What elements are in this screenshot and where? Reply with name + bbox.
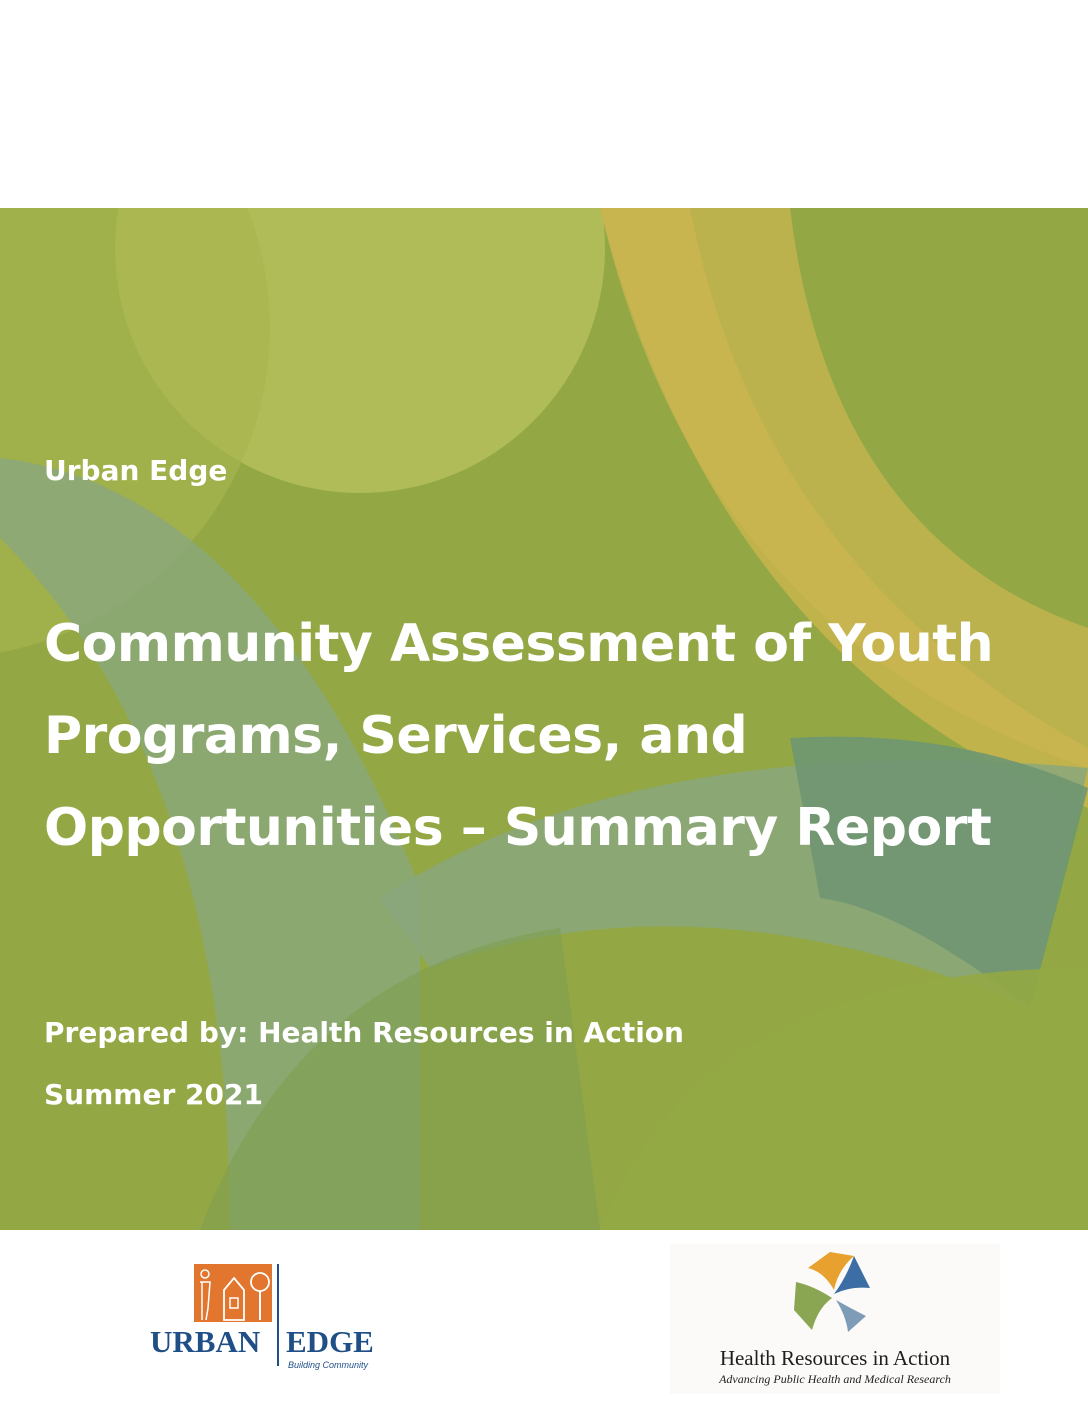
cover-band — [0, 208, 1088, 1230]
hria-star-icon — [788, 1250, 878, 1340]
urban-edge-word-edge: EDGE — [286, 1324, 374, 1359]
report-title — [44, 598, 1084, 874]
hria-logo — [670, 1244, 1000, 1394]
hria-tagline: Advancing Public Health and Medical Research — [719, 1372, 951, 1386]
urban-edge-people-house-tree-icon — [194, 1264, 272, 1322]
report-title-line-3: Opportunities – Summary Report — [44, 798, 992, 858]
urban-edge-word-urban: URBAN — [150, 1324, 261, 1359]
report-title-line-2: Programs, Services, and — [44, 706, 748, 766]
urban-edge-divider — [277, 1264, 279, 1366]
urban-edge-tagline: Building Community — [288, 1360, 369, 1370]
organization-label: Urban Edge — [44, 454, 228, 487]
prepared-by: Prepared by: Health Resources in Action — [44, 1016, 684, 1049]
report-title-line-1: Community Assessment of Youth — [44, 614, 994, 674]
report-date: Summer 2021 — [44, 1078, 263, 1111]
hria-name: Health Resources in Action — [719, 1346, 951, 1370]
urban-edge-logo — [150, 1262, 390, 1382]
